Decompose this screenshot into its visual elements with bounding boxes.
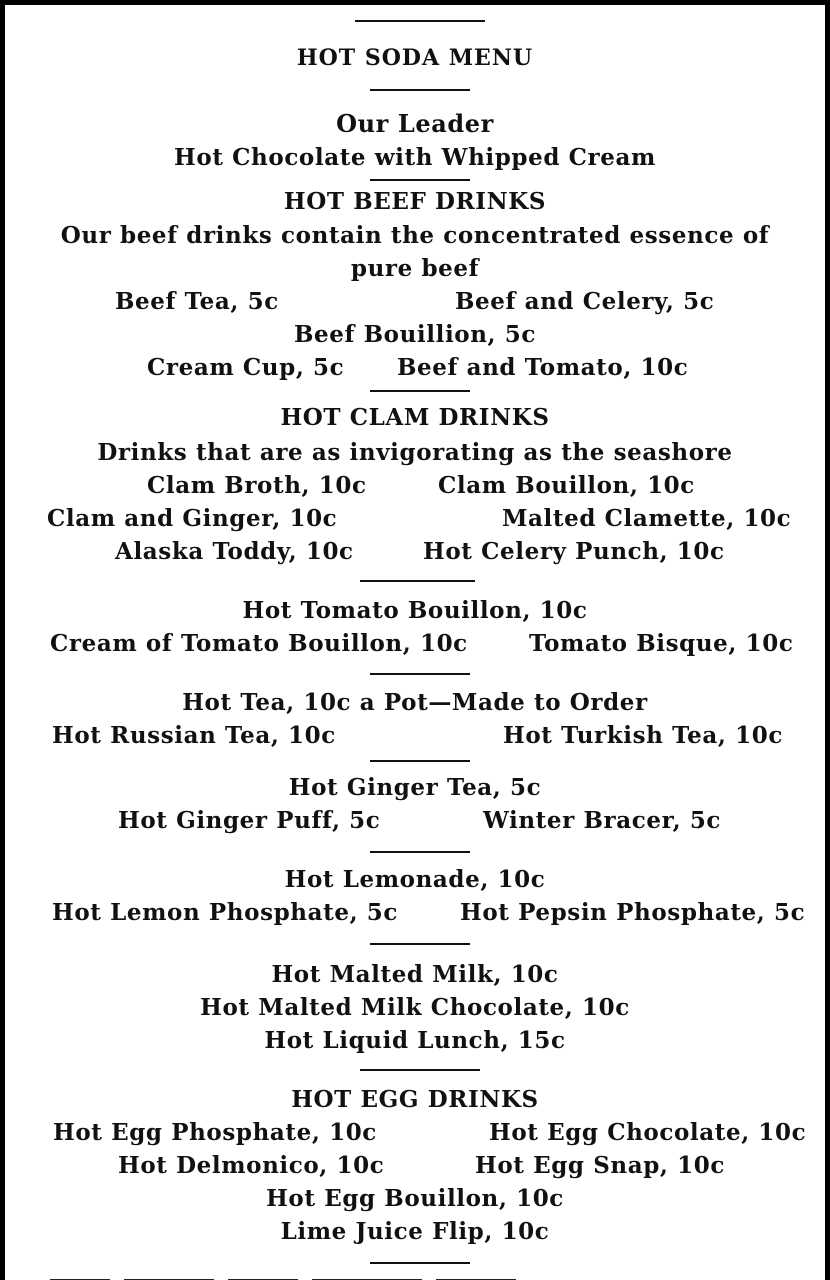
divider-rule <box>370 89 470 91</box>
divider-rule <box>355 20 485 22</box>
menu-item: Malted Clamette, 10c <box>502 505 792 532</box>
menu-item: Beef and Tomato, 10c <box>397 354 689 381</box>
divider-rule <box>370 390 470 392</box>
menu-item: Cream of Tomato Bouillon, 10c <box>50 630 468 657</box>
menu-item: Clam Broth, 10c <box>147 472 367 499</box>
menu-item: Winter Bracer, 5c <box>483 807 722 834</box>
beef-description: pure beef <box>350 255 480 282</box>
beef-description: Our beef drinks contain the concentrated essence of <box>60 222 770 249</box>
menu-item: Beef and Celery, 5c <box>455 288 715 315</box>
divider-rule <box>360 580 475 582</box>
menu-item: Alaska Toddy, 10c <box>115 538 354 565</box>
menu-item: Hot Ginger Puff, 5c <box>118 807 381 834</box>
menu-item: Hot Egg Bouillon, 10c <box>266 1185 564 1212</box>
clam-description: Drinks that are as invigorating as the seashore <box>97 439 733 466</box>
divider-rule <box>360 1069 480 1071</box>
menu-item: Hot Malted Milk, 10c <box>271 961 559 988</box>
menu-item: Tomato Bisque, 10c <box>529 630 794 657</box>
menu-item: Hot Egg Phosphate, 10c <box>53 1119 377 1146</box>
menu-item: Hot Tea, 10c a Pot—Made to Order <box>182 689 648 716</box>
divider-rule <box>370 943 470 945</box>
egg-heading: HOT EGG DRINKS <box>291 1086 539 1113</box>
clam-heading: HOT CLAM DRINKS <box>280 404 550 431</box>
menu-item: Hot Lemonade, 10c <box>284 866 546 893</box>
menu-item: Beef Bouillion, 5c <box>294 321 536 348</box>
menu-item: Hot Liquid Lunch, 15c <box>264 1027 566 1054</box>
beef-heading: HOT BEEF DRINKS <box>283 188 547 215</box>
menu-item: Hot Tomato Bouillon, 10c <box>242 597 588 624</box>
menu-item: Hot Lemon Phosphate, 5c <box>52 899 399 926</box>
menu-item: Hot Malted Milk Chocolate, 10c <box>200 994 630 1021</box>
menu-item: Hot Celery Punch, 10c <box>423 538 725 565</box>
menu-title: HOT SODA MENU <box>296 45 534 71</box>
divider-rule <box>370 851 470 853</box>
menu-item: Hot Delmonico, 10c <box>118 1152 385 1179</box>
menu-item: Hot Egg Chocolate, 10c <box>489 1119 807 1146</box>
menu-item: Beef Tea, 5c <box>115 288 279 315</box>
menu-item: Clam Bouillon, 10c <box>438 472 695 499</box>
menu-item: Hot Pepsin Phosphate, 5c <box>460 899 806 926</box>
menu-item: Cream Cup, 5c <box>147 354 345 381</box>
menu-item: Hot Egg Snap, 10c <box>475 1152 725 1179</box>
cutoff-text-line <box>50 1273 570 1280</box>
divider-rule <box>370 179 470 181</box>
menu-item: Hot Ginger Tea, 5c <box>288 774 542 801</box>
divider-rule <box>370 1262 470 1264</box>
menu-item: Hot Russian Tea, 10c <box>52 722 336 749</box>
menu-item: Hot Turkish Tea, 10c <box>503 722 783 749</box>
divider-rule <box>370 760 470 762</box>
leader-item: Hot Chocolate with Whipped Cream <box>174 144 656 171</box>
menu-item: Clam and Ginger, 10c <box>47 505 338 532</box>
menu-item: Lime Juice Flip, 10c <box>280 1218 550 1245</box>
divider-rule <box>370 673 470 675</box>
leader-heading: Our Leader <box>336 109 494 138</box>
